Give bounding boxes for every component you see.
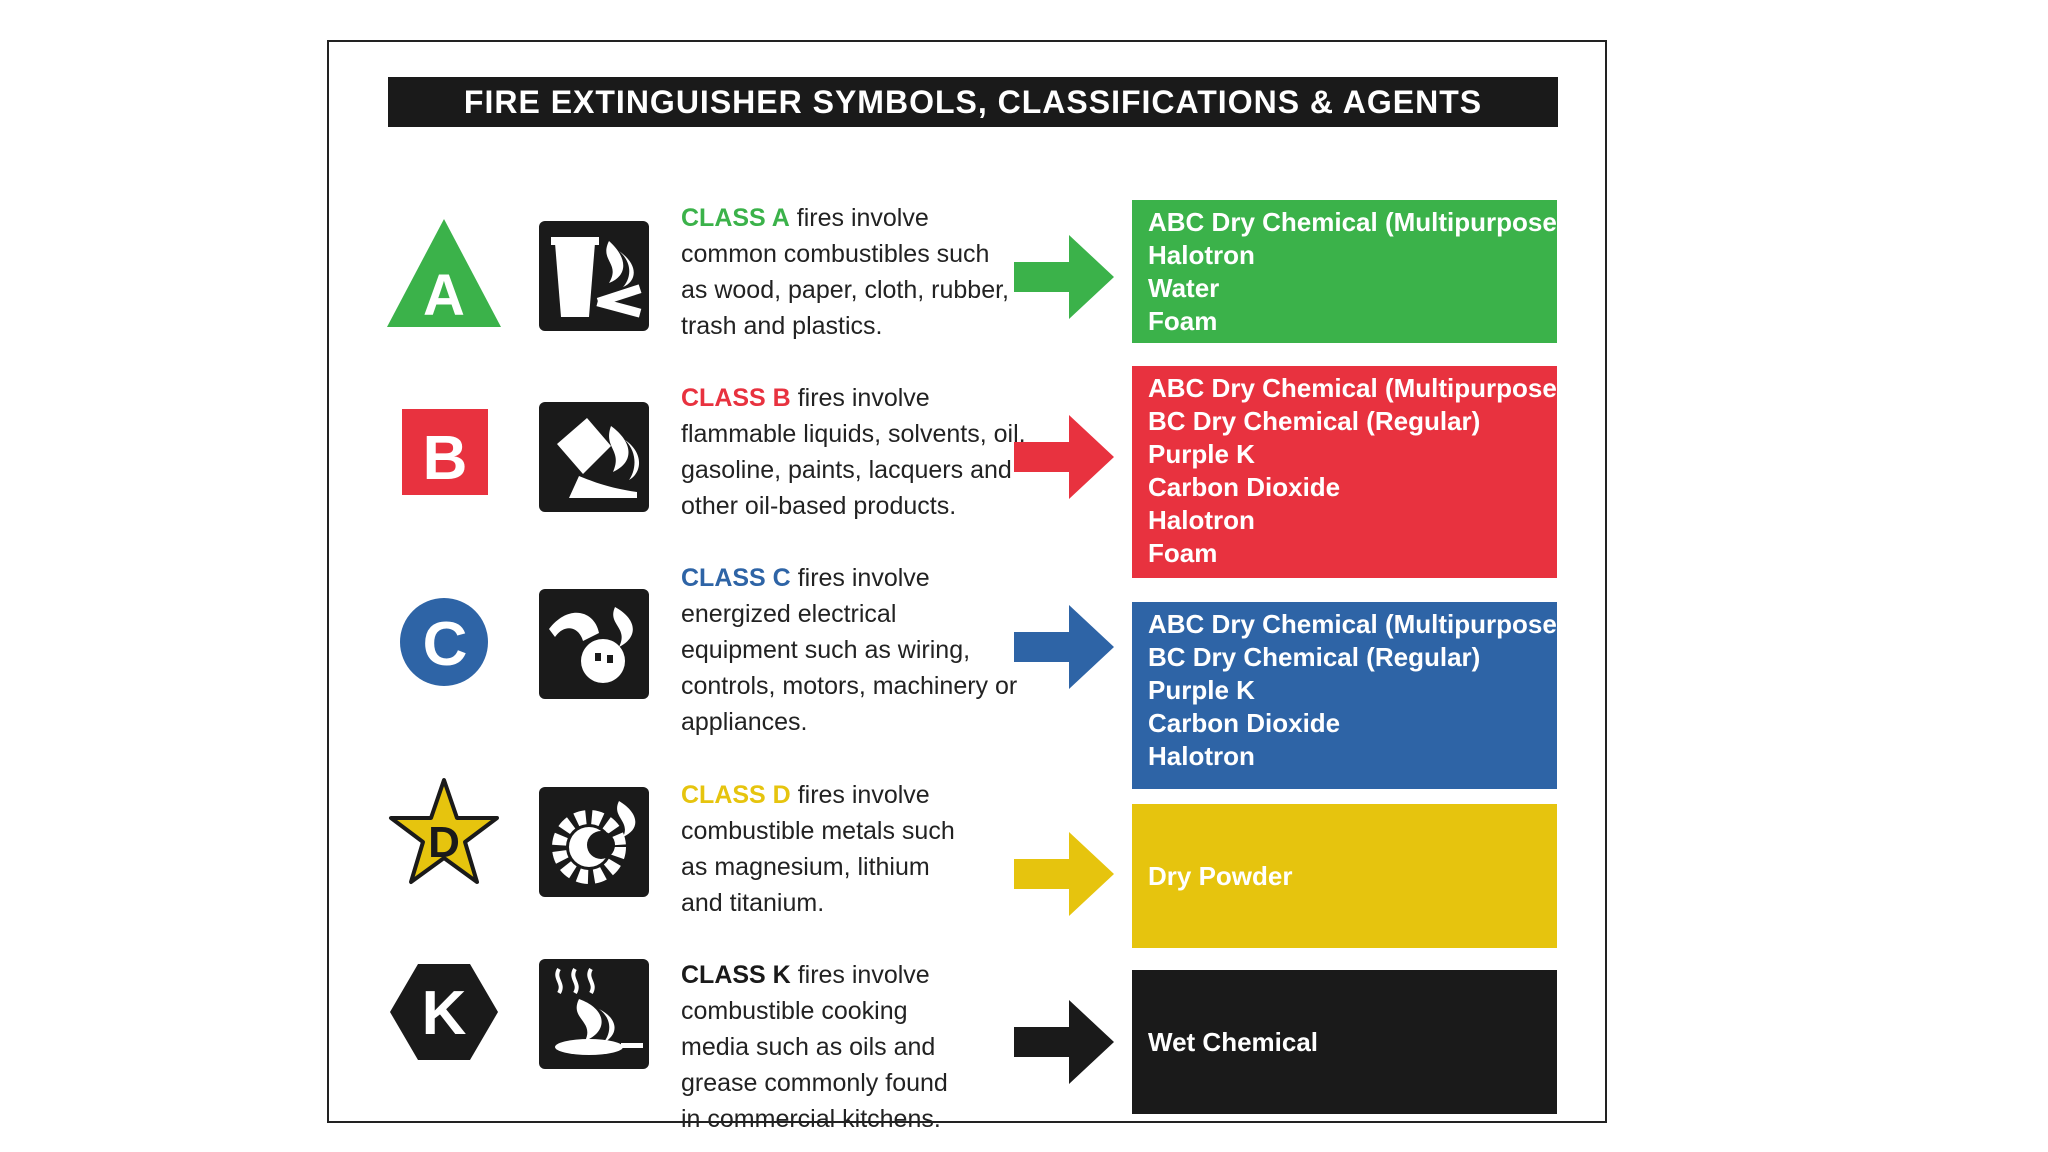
- desc-line: fires involve: [797, 781, 930, 809]
- class-a-triangle-icon: [384, 214, 504, 334]
- desc-line: other oil-based products.: [681, 492, 957, 520]
- agent-item: Foam: [1148, 538, 1218, 568]
- class-c-description: [681, 560, 1021, 740]
- agent-item: Water: [1148, 273, 1220, 303]
- class-c-agents: [1132, 602, 1566, 789]
- class-a-agents: [1132, 200, 1566, 343]
- class-d-agents: [1132, 804, 1557, 948]
- class-k-label: CLASS K: [681, 961, 791, 989]
- agent-item: ABC Dry Chemical (Multipurpose): [1148, 373, 1566, 403]
- agent-item: Dry Powder: [1148, 860, 1293, 891]
- gear-metal-fire-icon: [539, 787, 649, 897]
- desc-line: energized electrical: [681, 600, 897, 628]
- arrow-right-icon: [1014, 829, 1114, 919]
- class-a-label: CLASS A: [681, 204, 790, 232]
- desc-line: grease commonly found: [681, 1069, 948, 1097]
- desc-line: flammable liquids, solvents, oil,: [681, 420, 1026, 448]
- desc-line: fires involve: [796, 204, 929, 232]
- agent-item: Purple K: [1148, 439, 1255, 469]
- svg-text:A: A: [423, 263, 465, 328]
- svg-text:K: K: [421, 979, 467, 1048]
- class-b-agents: [1132, 366, 1566, 578]
- desc-line: and titanium.: [681, 889, 825, 917]
- arrow-right-icon: [1014, 232, 1114, 322]
- desc-line: gasoline, paints, lacquers and: [681, 456, 1012, 484]
- desc-line: controls, motors, machinery or: [681, 672, 1018, 700]
- svg-text:C: C: [422, 610, 468, 679]
- agent-item: Foam: [1148, 306, 1218, 336]
- liquid-spill-fire-icon: [539, 402, 649, 512]
- class-d-description: [681, 777, 1021, 921]
- agent-item: Carbon Dioxide: [1148, 472, 1341, 502]
- electrical-plug-fire-icon: [539, 589, 649, 699]
- agent-item: Purple K: [1148, 675, 1255, 705]
- agent-item: Wet Chemical: [1148, 1026, 1319, 1057]
- desc-line: common combustibles such: [681, 240, 990, 268]
- svg-text:D: D: [428, 818, 460, 867]
- class-d-star-icon: [384, 774, 504, 894]
- poster: [327, 40, 1607, 1133]
- desc-line: as magnesium, lithium: [681, 853, 930, 881]
- class-c-label: CLASS C: [681, 564, 791, 592]
- class-b-label: CLASS B: [681, 384, 791, 412]
- page-title: FIRE EXTINGUISHER SYMBOLS, CLASSIFICATIONS & AGENTS: [388, 77, 1558, 127]
- desc-line: trash and plastics.: [681, 312, 883, 340]
- desc-line: fires involve: [797, 564, 930, 592]
- agent-item: Carbon Dioxide: [1148, 708, 1341, 738]
- class-b-description: [681, 380, 1026, 524]
- agent-item: ABC Dry Chemical (Multipurpose): [1148, 207, 1566, 237]
- desc-line: combustible cooking: [681, 997, 908, 1025]
- desc-line: equipment such as wiring,: [681, 636, 971, 664]
- agent-item: Halotron: [1148, 240, 1255, 270]
- agent-item: Halotron: [1148, 505, 1255, 535]
- class-k-agents: [1132, 970, 1557, 1114]
- desc-line: combustible metals such: [681, 817, 955, 845]
- frying-pan-fire-icon: [539, 959, 649, 1069]
- class-k-hexagon-icon: [384, 952, 504, 1072]
- class-b-square-icon: [384, 393, 504, 513]
- agent-item: BC Dry Chemical (Regular): [1148, 642, 1481, 672]
- class-k-description: [681, 957, 1021, 1137]
- desc-line: as wood, paper, cloth, rubber,: [681, 276, 1009, 304]
- arrow-right-icon: [1014, 412, 1114, 502]
- desc-line: fires involve: [797, 384, 930, 412]
- arrow-right-icon: [1014, 997, 1114, 1087]
- svg-text:B: B: [422, 424, 468, 493]
- class-c-circle-icon: [384, 582, 504, 702]
- class-a-description: [681, 200, 1021, 344]
- desc-line: fires involve: [797, 961, 930, 989]
- trash-can-and-wood-fire-icon: [539, 221, 649, 331]
- agent-item: Halotron: [1148, 741, 1255, 771]
- class-d-label: CLASS D: [681, 781, 791, 809]
- arrow-right-icon: [1014, 602, 1114, 692]
- agent-item: ABC Dry Chemical (Multipurpose): [1148, 609, 1566, 639]
- agent-item: BC Dry Chemical (Regular): [1148, 406, 1481, 436]
- desc-line: media such as oils and: [681, 1033, 936, 1061]
- desc-line: in commercial kitchens.: [681, 1105, 941, 1133]
- desc-line: appliances.: [681, 708, 808, 736]
